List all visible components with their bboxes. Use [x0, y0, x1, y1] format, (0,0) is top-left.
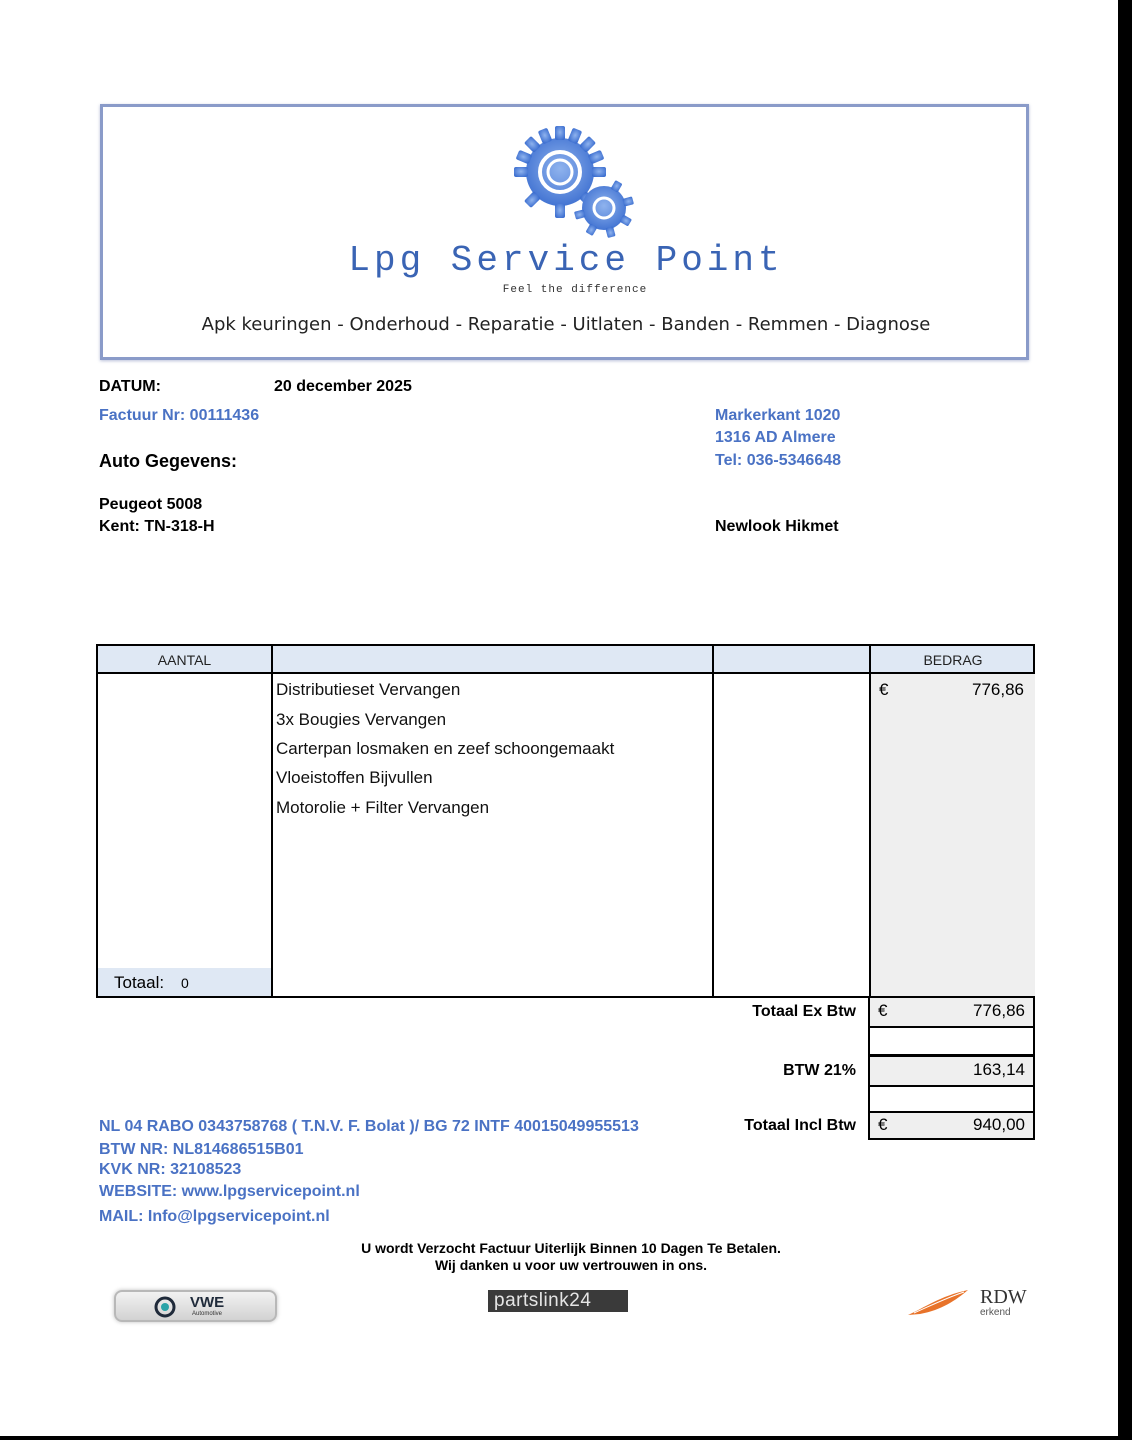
total-ex-btw-value: 776,86: [973, 1001, 1025, 1020]
car-plate: Kent: TN-318-H: [99, 518, 215, 535]
amount-column-shading: [871, 674, 1035, 996]
thank-you-note: Wij danken u voor uw vertrouwen in ons.: [434, 1257, 708, 1273]
vwe-subtext: Automotive: [192, 1311, 223, 1317]
date-value: 20 december 2025: [274, 378, 412, 395]
line-item: Motorolie + Filter Vervangen: [276, 798, 490, 817]
line-item: Distributieset Vervangen: [276, 680, 461, 699]
btw-number: BTW NR: NL814686515B01: [99, 1141, 304, 1158]
page-edge-bottom: [0, 1436, 1132, 1440]
partslink24-logo: [488, 1288, 638, 1314]
customer-name: Newlook Hikmet: [715, 518, 839, 535]
date-label: DATUM:: [99, 378, 161, 395]
invoice-number: Factuur Nr: 00111436: [99, 407, 260, 424]
rdw-subtext: erkend: [980, 1307, 1011, 1318]
total-ex-btw-currency: €: [878, 1001, 888, 1020]
line-amount-currency: €: [879, 680, 889, 699]
total-ex-btw-box: [868, 996, 1035, 1028]
vwe-text: VWE: [190, 1294, 225, 1311]
btw-label: BTW 21%: [783, 1062, 856, 1079]
page-edge-right: [1118, 0, 1132, 1440]
btw-value: 163,14: [973, 1060, 1025, 1079]
header-bedrag: BEDRAG: [923, 652, 983, 668]
partslink-text: partslink24: [494, 1290, 592, 1311]
table-header-row: [98, 646, 1033, 674]
summary-spacer-box: [868, 1085, 1035, 1113]
btw-box: [868, 1055, 1035, 1087]
rdw-feather-icon: [906, 1286, 970, 1318]
line-item: 3x Bougies Vervangen: [276, 710, 447, 729]
total-incl-btw-label: Totaal Incl Btw: [744, 1117, 856, 1134]
kvk-number: KVK NR: 32108523: [99, 1161, 242, 1178]
invoice-lines-table: [96, 644, 1035, 998]
bank-account: NL 04 RABO 0343758768 ( T.N.V. F. Bolat )/ BG 72 INTF 40015049955513: [99, 1118, 639, 1135]
total-incl-btw-currency: €: [878, 1115, 888, 1134]
line-item: Carterpan losmaken en zeef schoongemaakt: [276, 739, 615, 758]
header-aantal: AANTAL: [157, 652, 212, 668]
totaal-count-box: [98, 968, 271, 996]
vwe-swirl-icon: [150, 1295, 180, 1319]
column-divider: [712, 646, 714, 996]
address-phone: Tel: 036-5346648: [715, 452, 842, 469]
total-incl-btw-box: [868, 1111, 1035, 1140]
rdw-logo: [906, 1284, 1031, 1320]
totaal-label: Totaal:: [114, 973, 165, 992]
company-name: Lpg Service Point: [348, 240, 784, 281]
car-details-heading: Auto Gegevens:: [99, 451, 238, 471]
column-divider: [271, 646, 273, 996]
payment-notice: U wordt Verzocht Factuur Uiterlijk Binnen 10 Dagen Te Betalen.: [361, 1240, 781, 1256]
company-tagline: Feel the difference: [502, 284, 648, 296]
gears-logo-icon: [508, 124, 640, 244]
line-item: Vloeistoffen Bijvullen: [276, 768, 433, 787]
email: MAIL: Info@lpgservicepoint.nl: [99, 1208, 330, 1225]
address-city: 1316 AD Almere: [715, 429, 836, 446]
website: WEBSITE: www.lpgservicepoint.nl: [99, 1183, 360, 1200]
rdw-text: RDW: [980, 1286, 1027, 1308]
car-model: Peugeot 5008: [99, 496, 203, 513]
summary-spacer-box: [868, 1026, 1035, 1056]
column-divider: [869, 646, 871, 996]
total-ex-btw-label: Totaal Ex Btw: [752, 1003, 856, 1020]
total-incl-btw-value: 940,00: [973, 1115, 1025, 1134]
vwe-logo: [114, 1290, 277, 1322]
address-street: Markerkant 1020: [715, 407, 841, 424]
totaal-value: 0: [181, 975, 189, 991]
services-line: Apk keuringen - Onderhoud - Reparatie - Uitlaten - Banden - Remmen - Diagnose: [201, 314, 931, 335]
line-amount: 776,86: [972, 680, 1024, 699]
